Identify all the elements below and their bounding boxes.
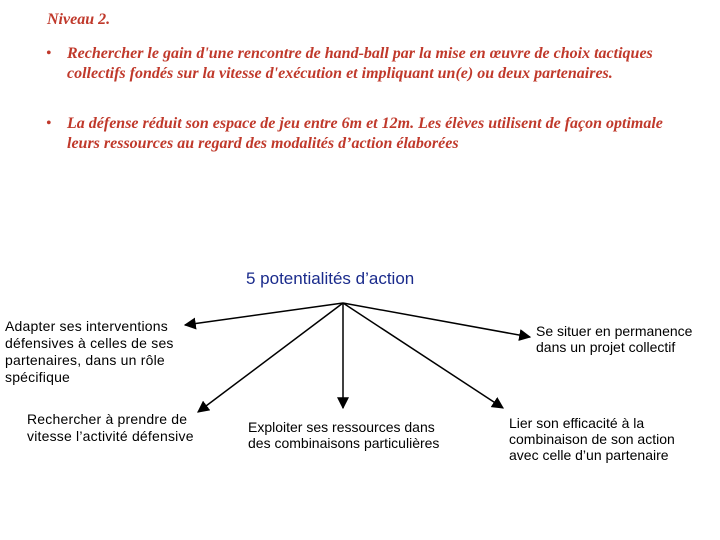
action-item-2: Se situer en permanence dans un projet collectif: [536, 323, 693, 355]
arrow-to-item-2: [343, 303, 530, 337]
action-item-3: Rechercher à prendre de vitesse l’activité défensive: [27, 411, 194, 444]
objective-bullet-1: Rechercher le gain d'une rencontre de hand-ball par la mise en œuvre de choix tactiques collectifs fondés sur la vitesse d'exécution et impliquant un(e) ou deux partenaires.: [67, 45, 653, 82]
arrow-to-item-5: [343, 303, 503, 408]
bullet-marker: •: [46, 115, 52, 132]
page-title: Niveau 2.: [47, 11, 111, 28]
objective-bullet-2: La défense réduit son espace de jeu entre 6m et 12m. Les élèves utilisent de façon optimale leurs ressources au regard des modalités d’action élaborées: [67, 115, 663, 152]
action-item-5: Lier son efficacité à la combinaison de son action avec celle d’un partenaire: [509, 415, 675, 463]
action-item-1: Adapter ses interventions défensives à celles de ses partenaires, dans un rôle spécifique: [5, 318, 174, 385]
diagram-heading: 5 potentialités d’action: [246, 269, 415, 288]
bullet-marker: •: [46, 45, 52, 62]
action-item-4: Exploiter ses ressources dans des combinaisons particulières: [248, 419, 440, 451]
